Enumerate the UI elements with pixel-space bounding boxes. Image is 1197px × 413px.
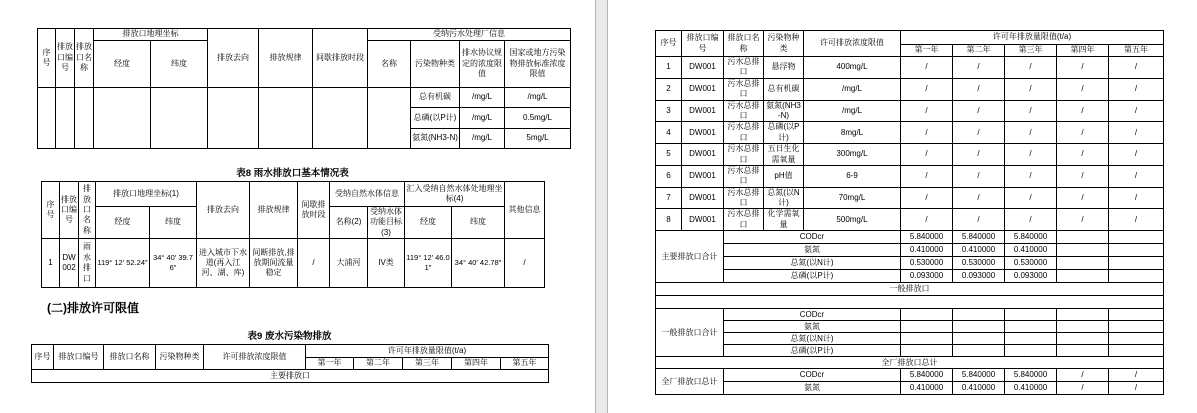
cell-year3: /: [1005, 78, 1057, 100]
rainwater-outlet-table: [41, 181, 545, 288]
main-total-block: [656, 231, 1164, 309]
cell-pollutant: 氨氮: [724, 321, 901, 333]
cell-year2: /: [953, 57, 1005, 79]
cell-standard-limit: /mg/L: [505, 88, 571, 108]
document-page-left: [0, 0, 595, 413]
band-cell-plant-total: 全厂排放口总计: [656, 357, 1164, 369]
table-row: [656, 165, 1164, 187]
cell-year4: [1057, 270, 1109, 283]
cell-year5: /: [1109, 100, 1164, 122]
table-row: [656, 231, 1164, 244]
page-gap: [595, 0, 608, 413]
cell-no: 4: [656, 122, 682, 144]
header-cell-join-coord-group: 汇入受纳自然水体处地理坐标(4): [405, 182, 505, 207]
header-cell-join-lon: 经度: [405, 207, 452, 239]
cell-no: 3: [656, 100, 682, 122]
cell-year3: /: [1005, 187, 1057, 209]
cell-year1: /: [901, 144, 953, 166]
table-row: [32, 345, 549, 358]
cell-year4: /: [1057, 122, 1109, 144]
table-row: [656, 357, 1164, 369]
outlet-rows: [656, 57, 1164, 231]
table-row: [656, 244, 1164, 257]
table-row: [42, 182, 545, 207]
table-row: [656, 345, 1164, 357]
cell-year3: /: [1005, 57, 1057, 79]
header-cell-lat: 纬度: [150, 207, 197, 239]
cell-pollutant: 总磷(以P计): [724, 345, 901, 357]
cell-outlet-id: DW002: [60, 239, 79, 288]
header-cell-outlet-id: 排放口编号: [60, 182, 79, 239]
cell-no: 2: [656, 78, 682, 100]
cell-year3: 0.410000: [1005, 244, 1057, 257]
cell-year3: [1005, 321, 1057, 333]
discharge-limit-table-continuation: [655, 30, 1164, 395]
cell-outlet-name: 污水总排口: [724, 144, 764, 166]
cell-no: 5: [656, 144, 682, 166]
empty-cell: [38, 88, 56, 149]
cell-year3: /: [1005, 165, 1057, 187]
header-cell-coord-group: 排放口地理坐标: [94, 29, 208, 41]
header-cell-direction: 排放去向: [197, 182, 250, 239]
cell-pollutant: 总磷(以P计): [724, 270, 901, 283]
table-row: [656, 187, 1164, 209]
cell-agreement-limit: /mg/L: [460, 108, 505, 129]
cell-year4: /: [1057, 382, 1109, 395]
table-row: [656, 382, 1164, 395]
cell-year5: /: [1109, 144, 1164, 166]
table-row: [656, 321, 1164, 333]
table-row: [656, 369, 1164, 382]
header-cell-standard-limit: 国家或地方污染物排放标准浓度限值: [505, 41, 571, 88]
cell-year5: [1109, 321, 1164, 333]
header-cell-plant-group: 受纳污水处理厂信息: [368, 29, 571, 41]
header-cell-other: 其他信息: [505, 182, 545, 239]
cell-year4: [1057, 257, 1109, 270]
cell-year3: [1005, 309, 1057, 321]
empty-cell: [313, 88, 368, 149]
cell-conc-limit: 8mg/L: [804, 122, 901, 144]
discharge-limit-table-wrap: [31, 344, 548, 383]
cell-agreement-limit: /mg/L: [460, 88, 505, 108]
header-cell-year3: 第三年: [403, 358, 452, 370]
cell-year4: /: [1057, 144, 1109, 166]
cell-year5: /: [1109, 382, 1164, 395]
header-cell-lon: 经度: [94, 41, 151, 88]
cell-year5: [1109, 333, 1164, 345]
cell-year4: /: [1057, 187, 1109, 209]
cell-year1: 0.093000: [901, 270, 953, 283]
cell-year3: /: [1005, 209, 1057, 231]
table-row: [656, 100, 1164, 122]
cell-year2: 5.840000: [953, 369, 1005, 382]
cell-no: 7: [656, 187, 682, 209]
cell-year2: /: [953, 187, 1005, 209]
cell-year2: 5.840000: [953, 231, 1005, 244]
cell-year2: /: [953, 144, 1005, 166]
cell-year2: [953, 321, 1005, 333]
header-cell-plant-name: 名称: [368, 41, 411, 88]
band-cell-main-outlets: 主要排放口: [32, 370, 549, 383]
cell-year4: [1057, 231, 1109, 244]
cell-outlet-id: DW001: [682, 122, 724, 144]
cell-pollutant: 总磷(以P计): [411, 108, 460, 129]
cell-pollutant: 悬浮物: [764, 57, 804, 79]
cell-outlet-name: 污水总排口: [724, 78, 764, 100]
cell-year2: 0.093000: [953, 270, 1005, 283]
cell-standard-limit: 5mg/L: [505, 129, 571, 149]
cell-year5: [1109, 257, 1164, 270]
cell-year3: 0.093000: [1005, 270, 1057, 283]
cell-year1: 0.410000: [901, 382, 953, 395]
cell-outlet-id: DW001: [682, 144, 724, 166]
cell-year2: [953, 345, 1005, 357]
header-cell-outlet-name: 排放口名称: [104, 345, 156, 370]
total-label-cell: 主要排放口合计: [656, 231, 724, 283]
cell-year1: 5.840000: [901, 369, 953, 382]
discharge-limit-cont-wrap: [655, 30, 1163, 395]
table-row: [42, 239, 545, 288]
cell-year4: [1057, 309, 1109, 321]
cell-year3: [1005, 333, 1057, 345]
table-row: [656, 296, 1164, 309]
header-cell-pollutant: 污染物种类: [764, 31, 804, 57]
cell-year5: /: [1109, 369, 1164, 382]
cell-pollutant: 总氮(以N计): [764, 187, 804, 209]
cell-outlet-id: DW001: [682, 57, 724, 79]
cell-year3: /: [1005, 144, 1057, 166]
header-cell-rule: 排放规律: [250, 182, 298, 239]
header-cell-intermittent: 间歇排放时段: [298, 182, 330, 239]
cell-year5: [1109, 270, 1164, 283]
cell-year3: /: [1005, 122, 1057, 144]
header-cell-lat: 纬度: [151, 41, 208, 88]
cell-year4: /: [1057, 78, 1109, 100]
cell-pollutant: 总有机碳: [411, 88, 460, 108]
cell-outlet-id: DW001: [682, 78, 724, 100]
header-cell-year4: 第四年: [1057, 45, 1109, 57]
cell-year1: [901, 309, 953, 321]
header-cell-outlet-name: 排放口名称: [79, 182, 96, 239]
wastewater-outlet-info-table: [37, 28, 571, 149]
header-cell-outlet-name: 排放口名称: [724, 31, 764, 57]
header-cell-outlet-id: 排放口编号: [54, 345, 104, 370]
cell-year1: /: [901, 187, 953, 209]
cell-year2: /: [953, 100, 1005, 122]
cell-year1: /: [901, 57, 953, 79]
cell-agreement-limit: /mg/L: [460, 129, 505, 149]
cell-year1: /: [901, 165, 953, 187]
header-cell-year2: 第二年: [953, 45, 1005, 57]
cell-pollutant: CODcr: [724, 231, 901, 244]
cell-year4: /: [1057, 209, 1109, 231]
cell-pollutant: 总有机碳: [764, 78, 804, 100]
cell-pollutant: 总氮(以N计): [724, 333, 901, 345]
header-cell-pollutant: 污染物种类: [156, 345, 204, 370]
cell-year4: /: [1057, 57, 1109, 79]
cell-year4: [1057, 244, 1109, 257]
empty-cell: [75, 88, 94, 149]
cell-conc-limit: 400mg/L: [804, 57, 901, 79]
cell-year4: /: [1057, 165, 1109, 187]
cell-no: 1: [42, 239, 60, 288]
discharge-limit-table-start: [31, 344, 549, 383]
cell-year5: /: [1109, 209, 1164, 231]
cell-conc-limit: 500mg/L: [804, 209, 901, 231]
cell-year3: 0.530000: [1005, 257, 1057, 270]
header-cell-year2: 第二年: [354, 358, 403, 370]
empty-cell: [151, 88, 208, 149]
cell-year1: 5.840000: [901, 231, 953, 244]
cell-year5: [1109, 309, 1164, 321]
cell-year2: 0.530000: [953, 257, 1005, 270]
cell-pollutant: 氨氮: [724, 244, 901, 257]
table-row: [656, 309, 1164, 321]
cell-year1: [901, 345, 953, 357]
cell-year3: [1005, 345, 1057, 357]
cell-pollutant: 氨氮(NH3-N): [764, 100, 804, 122]
cell-year1: 0.410000: [901, 244, 953, 257]
table-row: [656, 270, 1164, 283]
header-cell-pollutant: 污染物种类: [411, 41, 460, 88]
cell-year3: /: [1005, 100, 1057, 122]
header-cell-water-group: 受纳自然水体信息: [330, 182, 405, 207]
table-row: [656, 78, 1164, 100]
table-row: [656, 283, 1164, 296]
table-row: [656, 57, 1164, 79]
cell-year2: /: [953, 209, 1005, 231]
band-cell-general-outlets: 一般排放口: [656, 283, 1164, 296]
cell-year2: [953, 309, 1005, 321]
cell-year5: /: [1109, 78, 1164, 100]
cell-other: /: [505, 239, 545, 288]
cell-outlet-name: 污水总排口: [724, 57, 764, 79]
cell-year2: /: [953, 78, 1005, 100]
cell-year4: /: [1057, 100, 1109, 122]
cell-outlet-name: 污水总排口: [724, 187, 764, 209]
cell-year1: [901, 321, 953, 333]
cell-year4: [1057, 345, 1109, 357]
section-heading: (二)排放许可限值: [47, 301, 139, 315]
cell-pollutant: 总磷(以P计): [764, 122, 804, 144]
header-cell-outlet-id: 排放口编号: [56, 29, 75, 88]
cell-conc-limit: /mg/L: [804, 100, 901, 122]
cell-direction: 进入城市下水道(再入江河、湖、库): [197, 239, 250, 288]
cell-intermittent: /: [298, 239, 330, 288]
cell-year2: /: [953, 122, 1005, 144]
cell-no: 1: [656, 57, 682, 79]
cell-water-name: 大浦河: [330, 239, 368, 288]
header-cell-coord-group: 排放口地理坐标(1): [96, 182, 197, 207]
table-row: [656, 144, 1164, 166]
cell-pollutant: pH值: [764, 165, 804, 187]
cell-pollutant: 氨氮(NH3-N): [411, 129, 460, 149]
cell-pollutant: 总氮(以N计): [724, 257, 901, 270]
header-cell-conc-limit: 许可排放浓度限值: [804, 31, 901, 57]
table8-title: 表8 雨水排放口基本情况表: [236, 168, 349, 179]
header-cell-year5: 第五年: [1109, 45, 1164, 57]
table9-title: 表9 废水污染物排放: [247, 331, 332, 342]
cell-year4: /: [1057, 369, 1109, 382]
header-cell-year1: 第一年: [306, 358, 354, 370]
empty-cell: [208, 88, 259, 149]
cell-conc-limit: 70mg/L: [804, 187, 901, 209]
table-row: [656, 31, 1164, 45]
header-cell-water-name: 名称(2): [330, 207, 368, 239]
cell-year5: /: [1109, 187, 1164, 209]
cell-lon: 119° 12′ 52.24″: [96, 239, 150, 288]
cell-year1: [901, 333, 953, 345]
cell-year2: /: [953, 165, 1005, 187]
cell-year5: [1109, 244, 1164, 257]
rainwater-table-wrap: [41, 181, 544, 288]
cell-year2: 0.410000: [953, 382, 1005, 395]
cell-outlet-name: 污水总排口: [724, 122, 764, 144]
header-cell-water-function: 受纳水体功能目标(3): [368, 207, 405, 239]
general-total-block: [656, 309, 1164, 369]
cell-year5: /: [1109, 122, 1164, 144]
header-cell-year5: 第五年: [501, 358, 549, 370]
cell-pollutant: CODcr: [724, 309, 901, 321]
outlet-info-table-wrap: [37, 28, 570, 149]
cell-outlet-name: 污水总排口: [724, 209, 764, 231]
table-row: [656, 122, 1164, 144]
header-cell-lon: 经度: [96, 207, 150, 239]
table-row: [656, 209, 1164, 231]
header-cell-year3: 第三年: [1005, 45, 1057, 57]
cell-year3: 5.840000: [1005, 369, 1057, 382]
cell-year2: 0.410000: [953, 244, 1005, 257]
cell-conc-limit: /mg/L: [804, 78, 901, 100]
cell-pollutant: 化学需氧量: [764, 209, 804, 231]
cell-pollutant: CODcr: [724, 369, 901, 382]
cell-year1: /: [901, 100, 953, 122]
header-cell-no: 序号: [32, 345, 54, 370]
header-cell-annual-group: 许可年排放量限值(t/a): [306, 345, 549, 358]
plant-total-block: [656, 369, 1164, 395]
cell-year1: /: [901, 122, 953, 144]
cell-conc-limit: 300mg/L: [804, 144, 901, 166]
cell-year1: 0.530000: [901, 257, 953, 270]
total-label-cell: 一般排放口合计: [656, 309, 724, 357]
document-page-right: [608, 0, 1197, 413]
header-cell-outlet-name: 排放口名称: [75, 29, 94, 88]
header-cell-direction: 排放去向: [208, 29, 259, 88]
cell-water-function: IV类: [368, 239, 405, 288]
cell-year1: /: [901, 209, 953, 231]
cell-conc-limit: 6-9: [804, 165, 901, 187]
cell-year4: [1057, 333, 1109, 345]
cell-outlet-name: 雨水排口: [79, 239, 96, 288]
cell-outlet-id: DW001: [682, 187, 724, 209]
header-cell-annual-group: 许可年排放量限值(t/a): [901, 31, 1164, 45]
header-cell-outlet-id: 排放口编号: [682, 31, 724, 57]
empty-cell: [94, 88, 151, 149]
total-label-cell: 全厂排放口总计: [656, 369, 724, 395]
cell-outlet-name: 污水总排口: [724, 165, 764, 187]
cell-outlet-id: DW001: [682, 209, 724, 231]
header-cell-no: 序号: [38, 29, 56, 88]
cell-join-lon: 119° 12′ 46.01″: [405, 239, 452, 288]
header-cell-year4: 第四年: [452, 358, 501, 370]
header-cell-conc-limit: 许可排放浓度限值: [204, 345, 306, 370]
cell-join-lat: 34° 40′ 42.78″: [452, 239, 505, 288]
header-cell-rule: 排放规律: [259, 29, 313, 88]
table-row: [32, 370, 549, 383]
cell-year4: [1057, 321, 1109, 333]
cell-year3: 5.840000: [1005, 231, 1057, 244]
empty-cell: [56, 88, 75, 149]
cell-lat: 34° 40′ 39.76″: [150, 239, 197, 288]
header-cell-agreement-limit: 排水协议规定的浓度限值: [460, 41, 505, 88]
empty-band-cell: [656, 296, 1164, 309]
cell-year5: [1109, 231, 1164, 244]
header-cell-year1: 第一年: [901, 45, 953, 57]
cell-outlet-name: 污水总排口: [724, 100, 764, 122]
cell-rule: 间断排放,排放期间流量稳定: [250, 239, 298, 288]
cell-pollutant: 五日生化需氧量: [764, 144, 804, 166]
header-cell-no: 序号: [42, 182, 60, 239]
cell-outlet-id: DW001: [682, 100, 724, 122]
cell-outlet-id: DW001: [682, 165, 724, 187]
cell-standard-limit: 0.5mg/L: [505, 108, 571, 129]
empty-cell: [259, 88, 313, 149]
empty-cell: [368, 88, 411, 149]
table-row: [656, 257, 1164, 270]
table-row: [656, 333, 1164, 345]
cell-year3: 0.410000: [1005, 382, 1057, 395]
cell-year5: /: [1109, 57, 1164, 79]
table-row: [38, 88, 571, 108]
header-cell-no: 序号: [656, 31, 682, 57]
cell-year2: [953, 333, 1005, 345]
header-cell-intermittent: 间歇排放时段: [313, 29, 368, 88]
cell-year5: /: [1109, 165, 1164, 187]
cell-no: 6: [656, 165, 682, 187]
cell-pollutant: 氨氮: [724, 382, 901, 395]
cell-year5: [1109, 345, 1164, 357]
cell-year1: /: [901, 78, 953, 100]
header-cell-join-lat: 纬度: [452, 207, 505, 239]
table-row: [38, 29, 571, 41]
cell-no: 8: [656, 209, 682, 231]
